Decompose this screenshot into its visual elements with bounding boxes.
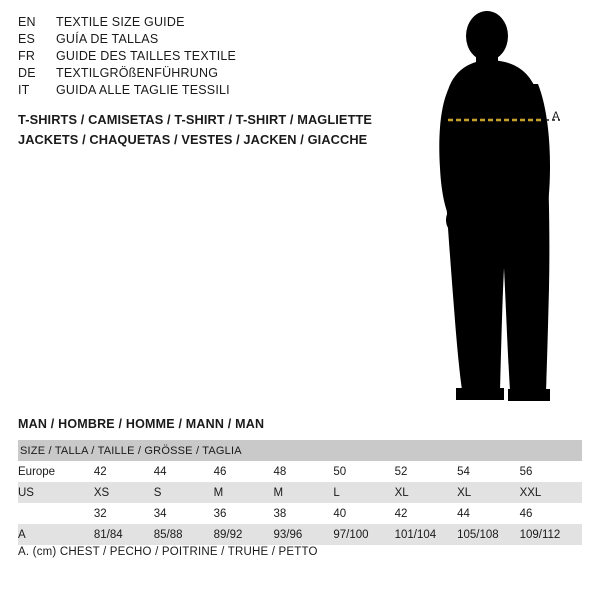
row-label: A bbox=[18, 524, 94, 545]
table-cell: 34 bbox=[154, 503, 214, 524]
table-cell: XS bbox=[94, 482, 154, 503]
table-cell: L bbox=[333, 482, 394, 503]
language-row bbox=[18, 65, 368, 82]
table-cell: 40 bbox=[333, 503, 394, 524]
table-cell: 42 bbox=[395, 503, 458, 524]
table-cell: 38 bbox=[273, 503, 333, 524]
table-cell: 93/96 bbox=[273, 524, 333, 545]
language-title: GUIDE DES TAILLES TEXTILE bbox=[56, 49, 237, 63]
size-table bbox=[18, 440, 582, 545]
table-cell: 50 bbox=[333, 461, 394, 482]
language-code: IT bbox=[18, 83, 30, 97]
table-cell: 52 bbox=[395, 461, 458, 482]
table-row bbox=[18, 503, 582, 524]
gender-heading: MAN / HOMBRE / HOMME / MANN / MAN bbox=[18, 417, 265, 431]
table-cell: S bbox=[154, 482, 214, 503]
table-cell: 42 bbox=[94, 461, 154, 482]
measurement-footnote: A. (cm) CHEST / PECHO / POITRINE / TRUHE / PETTO bbox=[18, 546, 318, 558]
table-cell: 105/108 bbox=[457, 524, 520, 545]
table-cell: 85/88 bbox=[154, 524, 214, 545]
language-code: EN bbox=[18, 15, 36, 29]
language-title: TEXTILGRÖßENFÜHRUNG bbox=[56, 66, 219, 80]
language-list bbox=[18, 14, 368, 99]
table-cell: XL bbox=[457, 482, 520, 503]
table-cell: 54 bbox=[457, 461, 520, 482]
body-silhouette-figure bbox=[400, 8, 600, 408]
table-header-cell: SIZE / TALLA / TAILLE / GRÖSSE / TAGLIA bbox=[18, 440, 582, 461]
table-cell: 89/92 bbox=[214, 524, 274, 545]
table-cell: XL bbox=[395, 482, 458, 503]
language-row bbox=[18, 48, 368, 65]
language-row bbox=[18, 31, 368, 48]
language-code: ES bbox=[18, 32, 36, 46]
table-cell: 32 bbox=[94, 503, 154, 524]
language-code: DE bbox=[18, 66, 36, 80]
table-cell: 46 bbox=[520, 503, 582, 524]
language-code: FR bbox=[18, 49, 36, 63]
language-row bbox=[18, 14, 368, 31]
row-label: US bbox=[18, 482, 94, 503]
table-row bbox=[18, 524, 582, 545]
table-cell: 48 bbox=[273, 461, 333, 482]
silhouette-icon bbox=[400, 8, 600, 408]
table-cell: 56 bbox=[520, 461, 582, 482]
table-cell: M bbox=[273, 482, 333, 503]
language-title: TEXTILE SIZE GUIDE bbox=[56, 15, 185, 29]
category-jackets: JACKETS / CHAQUETAS / VESTES / JACKEN / GIACCHE bbox=[18, 132, 368, 147]
category-list bbox=[18, 110, 378, 150]
language-row bbox=[18, 82, 368, 99]
category-tshirts: T-SHIRTS / CAMISETAS / T-SHIRT / T-SHIRT / MAGLIETTE bbox=[18, 112, 373, 127]
table-cell: 101/104 bbox=[395, 524, 458, 545]
table-cell: 46 bbox=[214, 461, 274, 482]
measure-marker-label: A bbox=[552, 111, 561, 123]
table-row bbox=[18, 482, 582, 503]
table-cell: 97/100 bbox=[333, 524, 394, 545]
size-table-wrapper bbox=[18, 440, 582, 545]
row-label: Europe bbox=[18, 461, 94, 482]
table-cell: 44 bbox=[457, 503, 520, 524]
row-label bbox=[18, 503, 94, 524]
table-row bbox=[18, 461, 582, 482]
table-header-row bbox=[18, 440, 582, 461]
table-cell: 109/112 bbox=[520, 524, 582, 545]
language-title: GUÍA DE TALLAS bbox=[56, 32, 159, 46]
table-cell: 81/84 bbox=[94, 524, 154, 545]
table-cell: 36 bbox=[214, 503, 274, 524]
table-cell: M bbox=[214, 482, 274, 503]
table-cell: 44 bbox=[154, 461, 214, 482]
table-cell: XXL bbox=[520, 482, 582, 503]
language-title: GUIDA ALLE TAGLIE TESSILI bbox=[56, 83, 230, 97]
